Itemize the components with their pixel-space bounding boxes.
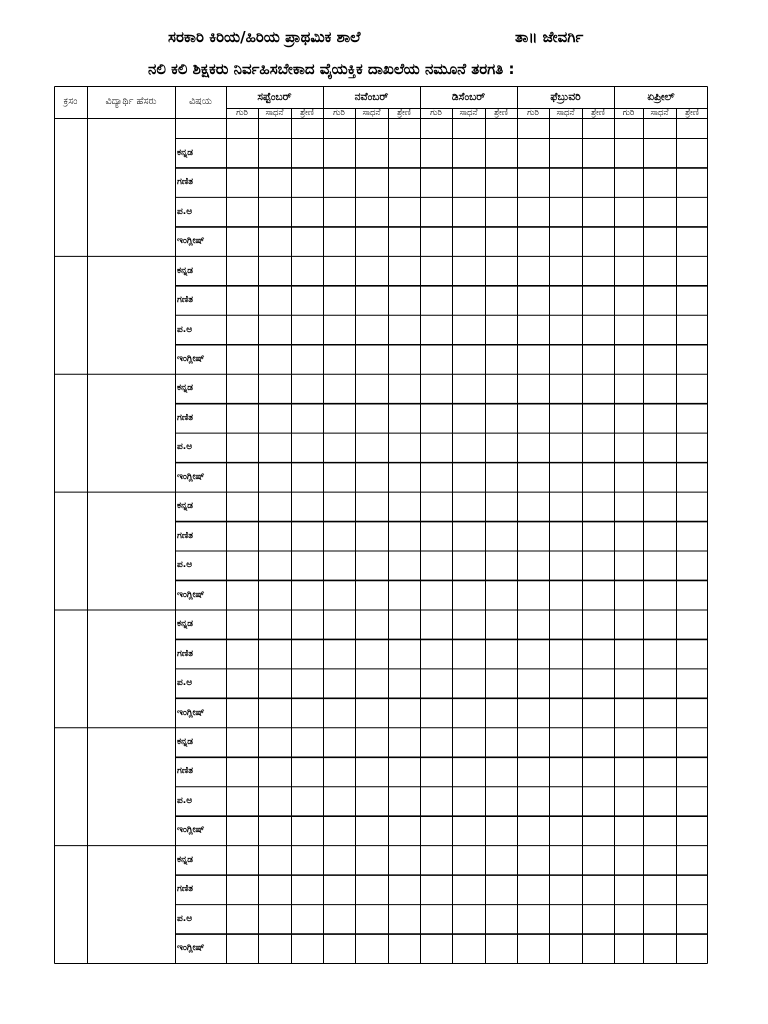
subject-label: ಪ.ಅ	[177, 913, 193, 924]
serial-cell[interactable]	[54, 139, 87, 257]
subject-label: ಕನ್ನಡ	[177, 619, 194, 630]
subject-label: ಇಂಗ್ಲೀಷ್	[177, 707, 205, 718]
sub-column-header: ಶ್ರೇಣಿ	[397, 107, 411, 118]
score-row[interactable]	[226, 345, 708, 374]
subject-label: ಪ.ಅ	[177, 560, 193, 571]
subject-label: ಗಣಿತ	[177, 884, 194, 895]
subject-label: ಕನ್ನಡ	[177, 854, 194, 865]
subject-label: ಇಂಗ್ಲೀಷ್	[177, 353, 205, 364]
student-name-cell[interactable]	[87, 256, 175, 374]
serial-cell[interactable]	[54, 256, 87, 374]
score-row[interactable]	[226, 551, 708, 580]
score-row[interactable]	[226, 286, 708, 315]
student-name-cell[interactable]	[87, 139, 175, 257]
taluk-heading: ತಾ॥ ಜೇವರ್ಗಿ	[515, 28, 584, 46]
student-name-cell[interactable]	[87, 374, 175, 492]
record-table	[54, 86, 708, 964]
score-row[interactable]	[226, 580, 708, 609]
serial-cell[interactable]	[54, 610, 87, 728]
student-name-cell[interactable]	[87, 728, 175, 846]
score-row[interactable]	[226, 846, 708, 875]
score-row[interactable]	[226, 669, 708, 698]
score-row[interactable]	[226, 875, 708, 904]
score-row[interactable]	[226, 433, 708, 462]
month-header: ಫೆಬ್ರುವರಿ	[550, 90, 581, 103]
month-header: ಸಪ್ಟೆಂಬರ್	[257, 90, 292, 103]
sub-column-header: ಗುರಿ	[333, 107, 345, 118]
subject-label: ಪ.ಅ	[177, 206, 193, 217]
subject-label: ಪ.ಅ	[177, 678, 193, 689]
subject-label: ಕನ್ನಡ	[177, 737, 194, 748]
sub-column-header: ಸಾಧನೆ	[459, 107, 478, 118]
subject-label: ಪ.ಅ	[177, 442, 193, 453]
student-name-cell[interactable]	[87, 846, 175, 964]
score-row[interactable]	[226, 197, 708, 226]
score-row[interactable]	[226, 522, 708, 551]
score-row[interactable]	[226, 374, 708, 403]
subject-label: ಇಂಗ್ಲೀಷ್	[177, 471, 205, 482]
subject-label: ಗಣಿತ	[177, 412, 194, 423]
sub-column-header: ಶ್ರೇಣಿ	[685, 107, 699, 118]
sub-column-header: ಸಾಧನೆ	[362, 107, 381, 118]
sub-column-header: ಸಾಧನೆ	[556, 107, 575, 118]
subject-header: ವಿಷಯ	[189, 96, 212, 108]
subject-label: ಗಣಿತ	[177, 295, 194, 306]
month-header: ನವೆಂಬರ್	[354, 90, 389, 103]
score-row[interactable]	[226, 787, 708, 816]
form-title: ನಲಿ ಕಲಿ ಶಿಕ್ಷಕರು ನಿರ್ವಹಿಸಬೇಕಾದ ವೈಯಕ್ತಿಕ ದಾಖಲೆಯ ನಮೂನೆ ತರಗತಿ :	[148, 60, 515, 78]
score-row[interactable]	[226, 492, 708, 521]
score-row[interactable]	[226, 934, 708, 963]
sub-column-header: ಸಾಧನೆ	[265, 107, 284, 118]
subject-label: ಗಣಿತ	[177, 530, 194, 541]
score-row[interactable]	[226, 404, 708, 433]
subject-label: ಗಣಿತ	[177, 177, 194, 188]
subject-label: ಕನ್ನಡ	[177, 265, 194, 276]
score-row[interactable]	[226, 139, 708, 168]
score-row[interactable]	[226, 639, 708, 668]
sub-column-header: ಗುರಿ	[622, 107, 635, 118]
student-name-cell[interactable]	[87, 610, 175, 728]
serial-cell[interactable]	[54, 492, 87, 610]
subject-label: ಇಂಗ್ಲೀಷ್	[177, 943, 205, 954]
subject-label: ಪ.ಅ	[177, 324, 193, 335]
sub-column-header: ಗುರಿ	[430, 107, 442, 118]
sub-column-header: ಶ್ರೇಣಿ	[591, 107, 605, 118]
score-row[interactable]	[226, 256, 708, 285]
month-header: ಏಪ್ರೀಲ್	[647, 90, 675, 103]
subject-label: ಕನ್ನಡ	[177, 501, 194, 512]
sub-column-header: ಶ್ರೇಣಿ	[300, 107, 314, 118]
month-header: ಡಿಸೆಂಬರ್	[451, 90, 486, 103]
subject-label: ಇಂಗ್ಲೀಷ್	[177, 589, 205, 600]
score-row[interactable]	[226, 463, 708, 492]
serial-cell[interactable]	[54, 846, 87, 964]
score-row[interactable]	[226, 757, 708, 786]
score-row[interactable]	[226, 816, 708, 845]
sub-column-header: ಶ್ರೇಣಿ	[494, 107, 508, 118]
student-name-cell[interactable]	[87, 492, 175, 610]
serial-header: ಕ್ರಸಂ	[63, 96, 78, 108]
score-row[interactable]	[226, 698, 708, 727]
score-row[interactable]	[226, 610, 708, 639]
student-name-header: ವಿದ್ಯಾರ್ಥಿ ಹೆಸರು	[105, 96, 157, 108]
sub-column-header: ಗುರಿ	[236, 107, 248, 118]
sub-column-header: ಸಾಧನೆ	[650, 107, 669, 118]
school-heading: ಸರಕಾರಿ ಕಿರಿಯ/ಹಿರಿಯ ಪ್ರಾಥಮಿಕ ಶಾಲೆ	[168, 28, 361, 46]
subject-label: ಗಣಿತ	[177, 648, 194, 659]
serial-cell[interactable]	[54, 728, 87, 846]
subject-label: ಕನ್ನಡ	[177, 147, 194, 158]
subject-label: ಇಂಗ್ಲೀಷ್	[177, 236, 205, 247]
score-row[interactable]	[226, 227, 708, 256]
serial-cell[interactable]	[54, 374, 87, 492]
subject-label: ಇಂಗ್ಲೀಷ್	[177, 825, 205, 836]
subject-label: ಕನ್ನಡ	[177, 383, 194, 394]
score-row[interactable]	[226, 905, 708, 934]
subject-label: ಪ.ಅ	[177, 795, 193, 806]
score-row[interactable]	[226, 168, 708, 197]
subject-label: ಗಣಿತ	[177, 766, 194, 777]
score-row[interactable]	[226, 728, 708, 757]
score-row[interactable]	[226, 315, 708, 344]
sub-column-header: ಗುರಿ	[527, 107, 539, 118]
